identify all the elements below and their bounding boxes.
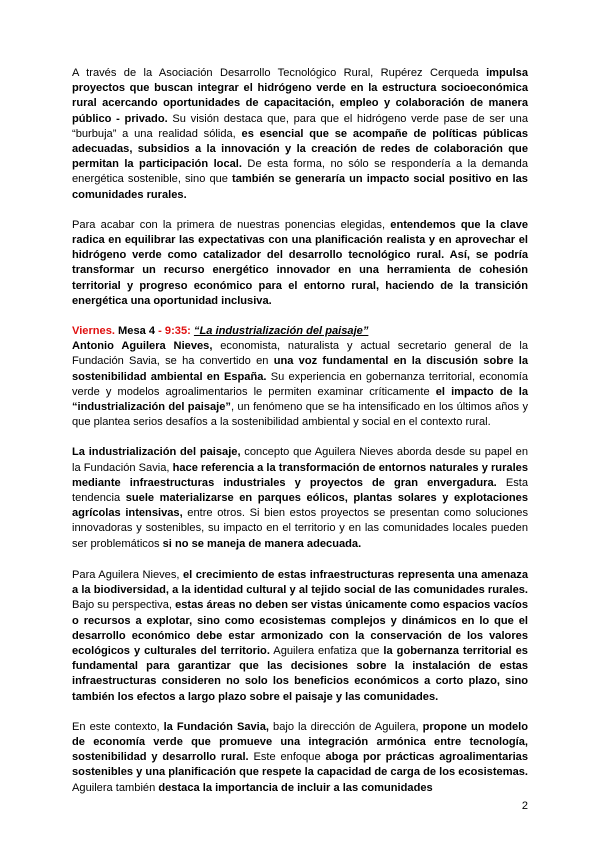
bold-text-run: si no se maneja de manera adecuada. <box>162 537 362 550</box>
bold-text-run: el impacto de la “industrialización del paisaje” <box>72 385 529 414</box>
text-run: concepto que Aguilera Nieves aborda desde su papel en la Fundación Savia, <box>72 446 528 474</box>
bold-text-run: una voz fundamental en la discusión sobre la sostenibilidad ambiental en España. <box>72 355 528 383</box>
bold-text-run: impulsa proyectos que buscan integrar el hidrógeno verde en la estructura socioeconómica rural acercando oportunidades de capacitación, empleo y colaboración de manera público - privado. <box>72 67 528 125</box>
highlight-text-run: - 9:35: <box>155 325 191 338</box>
text-run: entre otros. Si bien estos proyectos se presentan como soluciones innovadoras y sostenibles, su impacto en el territorio y en las comunidades locales pueden ser problemáticos <box>72 507 528 550</box>
highlight-text-run: Viernes. <box>72 325 115 338</box>
bold-text-run: destaca la importancia de incluir a las comunidades <box>158 781 433 794</box>
bold-text-run: Mesa 4 <box>114 325 156 338</box>
paragraph <box>72 218 528 309</box>
text-run: Bajo su perspectiva, <box>72 599 176 612</box>
text-run: Este enfoque <box>248 751 326 764</box>
text-run: economista, naturalista y actual secretario general de la Fundación Savia, se ha convertido en <box>72 340 529 368</box>
paragraph <box>72 66 528 203</box>
page-number: 2 <box>521 800 528 812</box>
bold-text-run: el crecimiento de estas infraestructuras representa una amenaza a la biodiversidad, a la identidad cultural y al tejido social de las comunidades rurales. <box>72 568 528 597</box>
text-run: , un fenómeno que se ha intensificado en los últimos años y que plantea serios desafíos a la sostenibilidad ambiental y social en el contexto rural. <box>72 401 528 429</box>
text-run: Su experiencia en gobernanza territorial, economía verde y modelos agroalimentarios le permiten examinar críticamente <box>72 370 528 398</box>
text-run: Aguilera también <box>72 781 159 794</box>
text-run: En este contexto, <box>72 720 164 733</box>
bold-text-run: es esencial que se acompañe de políticas públicas adecuadas, subsidios a la innovación y la creación de redes de colaboración que permitan la participación local. <box>72 127 529 171</box>
paragraph <box>72 445 528 551</box>
paragraph <box>72 720 528 796</box>
text-run: A través de la Asociación Desarrollo Tecnológico Rural, Rupérez Cerqueda <box>72 67 487 79</box>
bold-text-run: Antonio Aguilera Nieves, <box>72 340 213 353</box>
bold-text-run: también se generaría un impacto social positivo en las comunidades rurales. <box>72 173 528 201</box>
body-text <box>72 66 528 796</box>
paragraph <box>72 568 528 705</box>
bold-text-run: entendemos que la clave radica en equilibrar las expectativas con una planificación realista y en aprovechar el hidrógeno verde como catalizador del desarrollo tecnológico rural. Así, se podría transformar un recurso energético innovador en una herramienta de cohesión territorial y progreso económico para el entorno rural, haciendo de la transición energética una oportunidad inclusiva. <box>72 218 529 307</box>
text-run: Para Aguilera Nieves, <box>72 568 183 581</box>
text-run: bajo la dirección de Aguilera, <box>269 720 423 733</box>
text-run: Esta tendencia <box>72 476 529 505</box>
paragraph <box>72 339 528 430</box>
bold-text-run: la Fundación Savia, <box>163 720 270 733</box>
bold-text-run: suele materializarse en parques eólicos, plantas solares y explotaciones agrícolas intensivas, <box>72 492 528 520</box>
bold-text-run: aboga por prácticas agroalimentarias sostenibles y una planificación que respete la capacidad de carga de los ecosistemas. <box>72 751 529 779</box>
bold-text-run: la gobernanza territorial es fundamental para garantizar que las decisiones sobre la instalación de estas infraestructuras consideren no solo los beneficios económicos a corto plazo, sino también los efectos a largo plazo sobre el paisaje y las comunidades. <box>72 644 528 703</box>
bold-text-run: La industrialización del paisaje, <box>72 446 241 459</box>
text-run: Su visión destaca que, para que el hidrógeno verde pase de ser una “burbuja” a una realidad sólida, <box>72 112 528 140</box>
section-heading <box>72 324 528 339</box>
bold-text-run: propone un modelo de economía verde que promueve una integración armónica entre tecnología, sostenibilidad y desarrollo rural. <box>72 720 528 764</box>
bold-text-run: estas áreas no deben ser vistas únicamente como espacios vacíos o recursos a explotar, sino como ecosistemas complejos y dinámicos en lo que el desarrollo económico debe estar armonizado con la conservación de los valores ecológicos y culturales del territorio. <box>72 599 528 657</box>
text-run: Para acabar con la primera de nuestras ponencias elegidas, <box>72 218 391 231</box>
bold-text-run: hace referencia a la transformación de entornos naturales y rurales mediante infraestructuras industriales y proyectos de gran envergadura. <box>72 461 528 489</box>
text-run: Aguilera enfatiza que <box>269 644 384 657</box>
bold-text-run: “La industrialización del paisaje” <box>193 325 369 338</box>
text-run: De esta forma, no sólo se respondería a la demanda energética sostenible, sino que <box>72 158 528 186</box>
